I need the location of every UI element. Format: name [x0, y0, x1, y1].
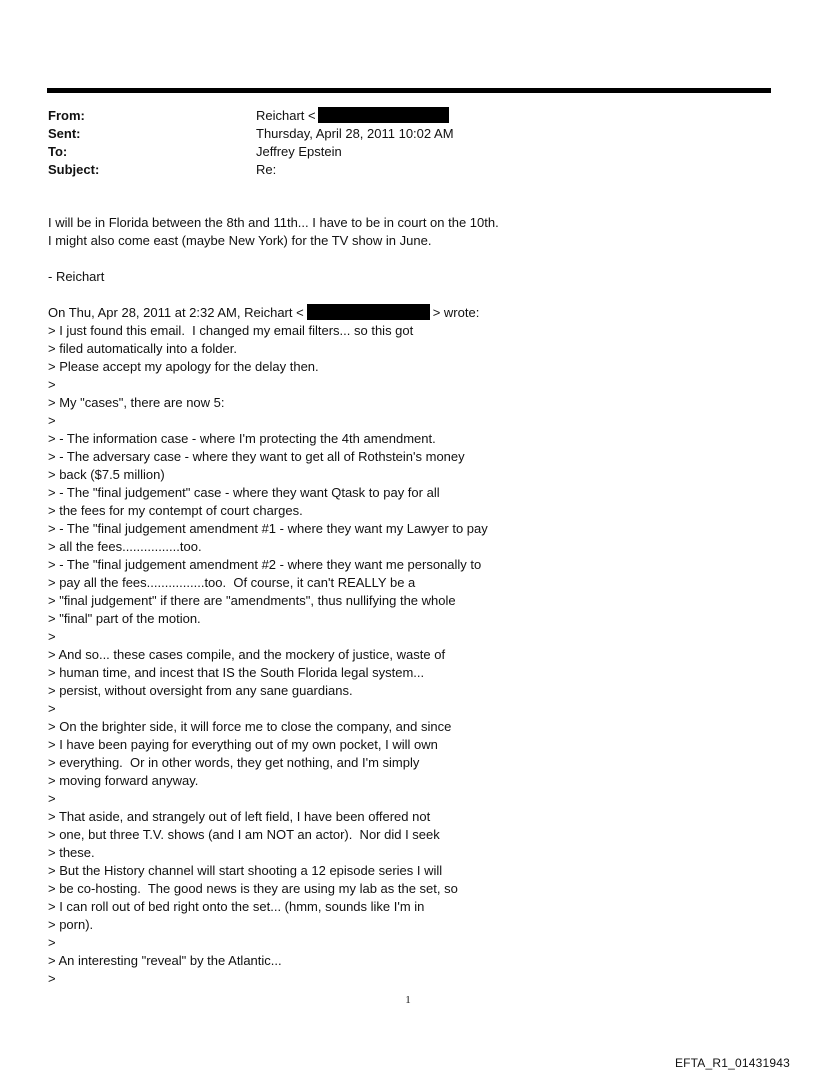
quoted-line: > Please accept my apology for the delay then. — [48, 359, 319, 374]
quoted-line: > porn). — [48, 917, 94, 932]
body-line: I will be in Florida between the 8th and 11th... I have to be in court on the 10th. — [48, 215, 499, 230]
blank-line — [48, 286, 768, 304]
to-row — [48, 143, 768, 161]
wrote-prefix: On Thu, Apr 28, 2011 at 2:32 AM, Reichart < — [48, 305, 304, 320]
header-rule — [47, 88, 771, 93]
page-number: 1 — [405, 994, 411, 1006]
quoted-line: > I can roll out of bed right onto the set... (hmm, sounds like I'm in — [48, 899, 425, 914]
wrote-line — [48, 304, 768, 322]
quoted-line: > On the brighter side, it will force me to close the company, and since — [48, 719, 452, 734]
quoted-line: > human time, and incest that IS the South Florida legal system... — [48, 665, 425, 680]
quoted-line: > moving forward anyway. — [48, 773, 199, 788]
quoted-line: > — [48, 701, 56, 716]
quoted-line: > back ($7.5 million) — [48, 467, 165, 482]
quoted-line: > persist, without oversight from any sane guardians. — [48, 683, 353, 698]
wrote-suffix: > wrote: — [432, 305, 480, 320]
quoted-line: > one, but three T.V. shows (and I am NOT an actor). Nor did I seek — [48, 827, 440, 842]
bates-number: EFTA_R1_01431943 — [674, 1056, 790, 1070]
to-label: To: — [48, 144, 68, 159]
quoted-line: > That aside, and strangely out of left field, I have been offered not — [48, 809, 431, 824]
quoted-line: > "final judgement" if there are "amendments", thus nullifying the whole — [48, 593, 456, 608]
subject-value: Re: — [256, 162, 277, 177]
quoted-line: > - The "final judgement amendment #1 - where they want my Lawyer to pay — [48, 521, 488, 536]
quoted-text — [48, 322, 768, 988]
quoted-line: > But the History channel will start shooting a 12 episode series I will — [48, 863, 443, 878]
sent-row — [48, 125, 768, 143]
quoted-line: > An interesting "reveal" by the Atlantic... — [48, 953, 282, 968]
quoted-line: > all the fees................too. — [48, 539, 202, 554]
quoted-line: > pay all the fees................too. Of course, it can't REALLY be a — [48, 575, 416, 590]
quoted-line: > — [48, 971, 56, 986]
subject-label: Subject: — [48, 162, 100, 177]
quoted-line: > - The "final judgement" case - where they want Qtask to pay for all — [48, 485, 440, 500]
subject-row — [48, 161, 768, 179]
blank-line — [48, 250, 768, 268]
quoted-line: > — [48, 377, 56, 392]
redaction-box — [307, 304, 430, 320]
quoted-line: > And so... these cases compile, and the mockery of justice, waste of — [48, 647, 446, 662]
to-value: Jeffrey Epstein — [256, 144, 342, 159]
from-value — [256, 107, 449, 125]
signature: - Reichart — [48, 269, 105, 284]
sent-value: Thursday, April 28, 2011 10:02 AM — [256, 126, 454, 141]
quoted-line: > these. — [48, 845, 95, 860]
quoted-line: > everything. Or in other words, they get nothing, and I'm simply — [48, 755, 420, 770]
from-row — [48, 107, 768, 125]
sent-label: Sent: — [48, 126, 81, 141]
quoted-line: > I have been paying for everything out of my own pocket, I will own — [48, 737, 438, 752]
quoted-line: > My "cases", there are now 5: — [48, 395, 225, 410]
quoted-line: > filed automatically into a folder. — [48, 341, 237, 356]
quoted-line: > I just found this email. I changed my email filters... so this got — [48, 323, 414, 338]
email-header — [48, 107, 768, 179]
quoted-line: > — [48, 413, 56, 428]
quoted-line: > — [48, 791, 56, 806]
quoted-line: > - The information case - where I'm protecting the 4th amendment. — [48, 431, 436, 446]
redaction-box — [318, 107, 449, 123]
email-body — [48, 214, 768, 988]
quoted-line: > be co-hosting. The good news is they are using my lab as the set, so — [48, 881, 458, 896]
from-name: Reichart < — [256, 108, 316, 123]
quoted-line: > - The "final judgement amendment #2 - where they want me personally to — [48, 557, 482, 572]
quoted-line: > — [48, 629, 56, 644]
quoted-line: > "final" part of the motion. — [48, 611, 201, 626]
quoted-line: > — [48, 935, 56, 950]
body-line: I might also come east (maybe New York) for the TV show in June. — [48, 233, 432, 248]
from-label: From: — [48, 108, 85, 123]
quoted-line: > the fees for my contempt of court charges. — [48, 503, 303, 518]
quoted-line: > - The adversary case - where they want to get all of Rothstein's money — [48, 449, 465, 464]
